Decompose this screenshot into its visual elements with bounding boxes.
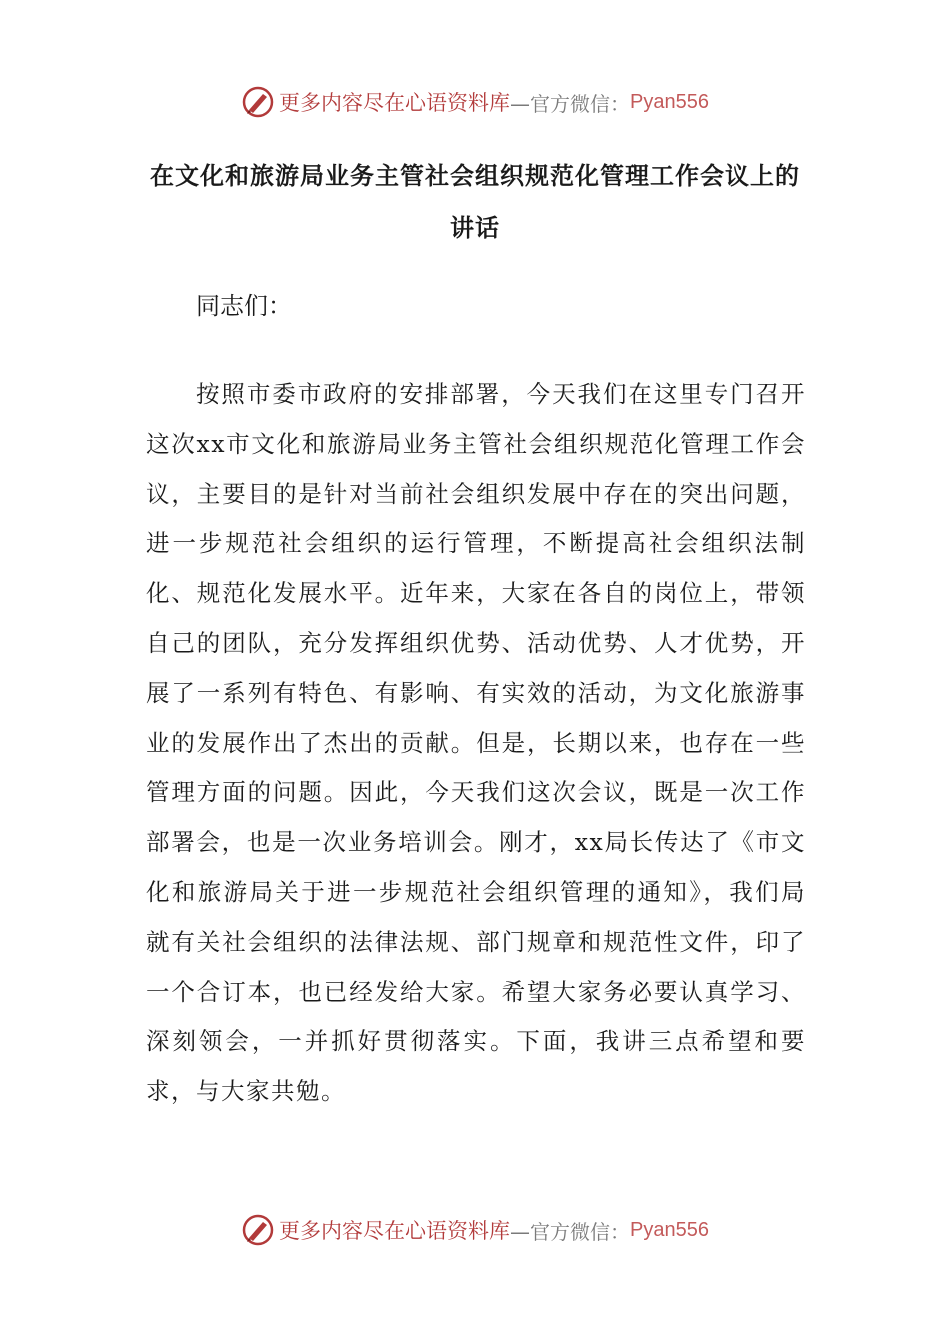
banner-dash-text: —官方微信： [510,1219,631,1244]
banner-wechat-id: Pyan556 [630,90,709,113]
banner-dash-text: —官方微信： [510,91,631,116]
pen-logo-icon [241,85,275,119]
banner-site-text: 更多内容尽在心语资料库 [279,1219,511,1243]
banner-wechat-id: Pyan556 [630,1218,709,1241]
header-watermark-banner [0,82,950,122]
body-paragraph: 按照市委市政府的安排部署，今天我们在这里专门召开这次xx市文化和旅游局业务主管社会组织规范化管理工作会议，主要目的是针对当前社会组织发展中存在的突出问题，进一步规范社会组织的运行管理，不断提高社会组织法制化、规范化发展水平。近年来，大家在各自的岗位上，带领自己的团队，充分发挥组织优势、活动优势、人才优势，开展了一系列有特色、有影响、有实效的活动，为文化旅游事业的发展作出了杰出的贡献。但是，长期以来，也存在一些管理方面的问题。因此，今天我们这次会议，既是一次工作部署会，也是一次业务培训会。刚才，xx局长传达了《市文化和旅游局关于进一步规范社会组织管理的通知》，我们局就有关社会组织的法律法规、部门规章和规范性文件，印了一个合订本，也已经发给大家。希望大家务必要认真学习、深刻领会，一并抓好贯彻落实。下面，我讲三点希望和要求，与大家共勉。 [146,380,806,1106]
banner-site-text: 更多内容尽在心语资料库 [279,91,511,115]
pen-logo-icon [241,1213,275,1247]
footer-watermark-banner [0,1210,950,1250]
document-title: 在文化和旅游局业务主管社会组织规范化管理工作会议上的讲话 [150,161,800,242]
salutation: 同志们： [196,292,292,320]
